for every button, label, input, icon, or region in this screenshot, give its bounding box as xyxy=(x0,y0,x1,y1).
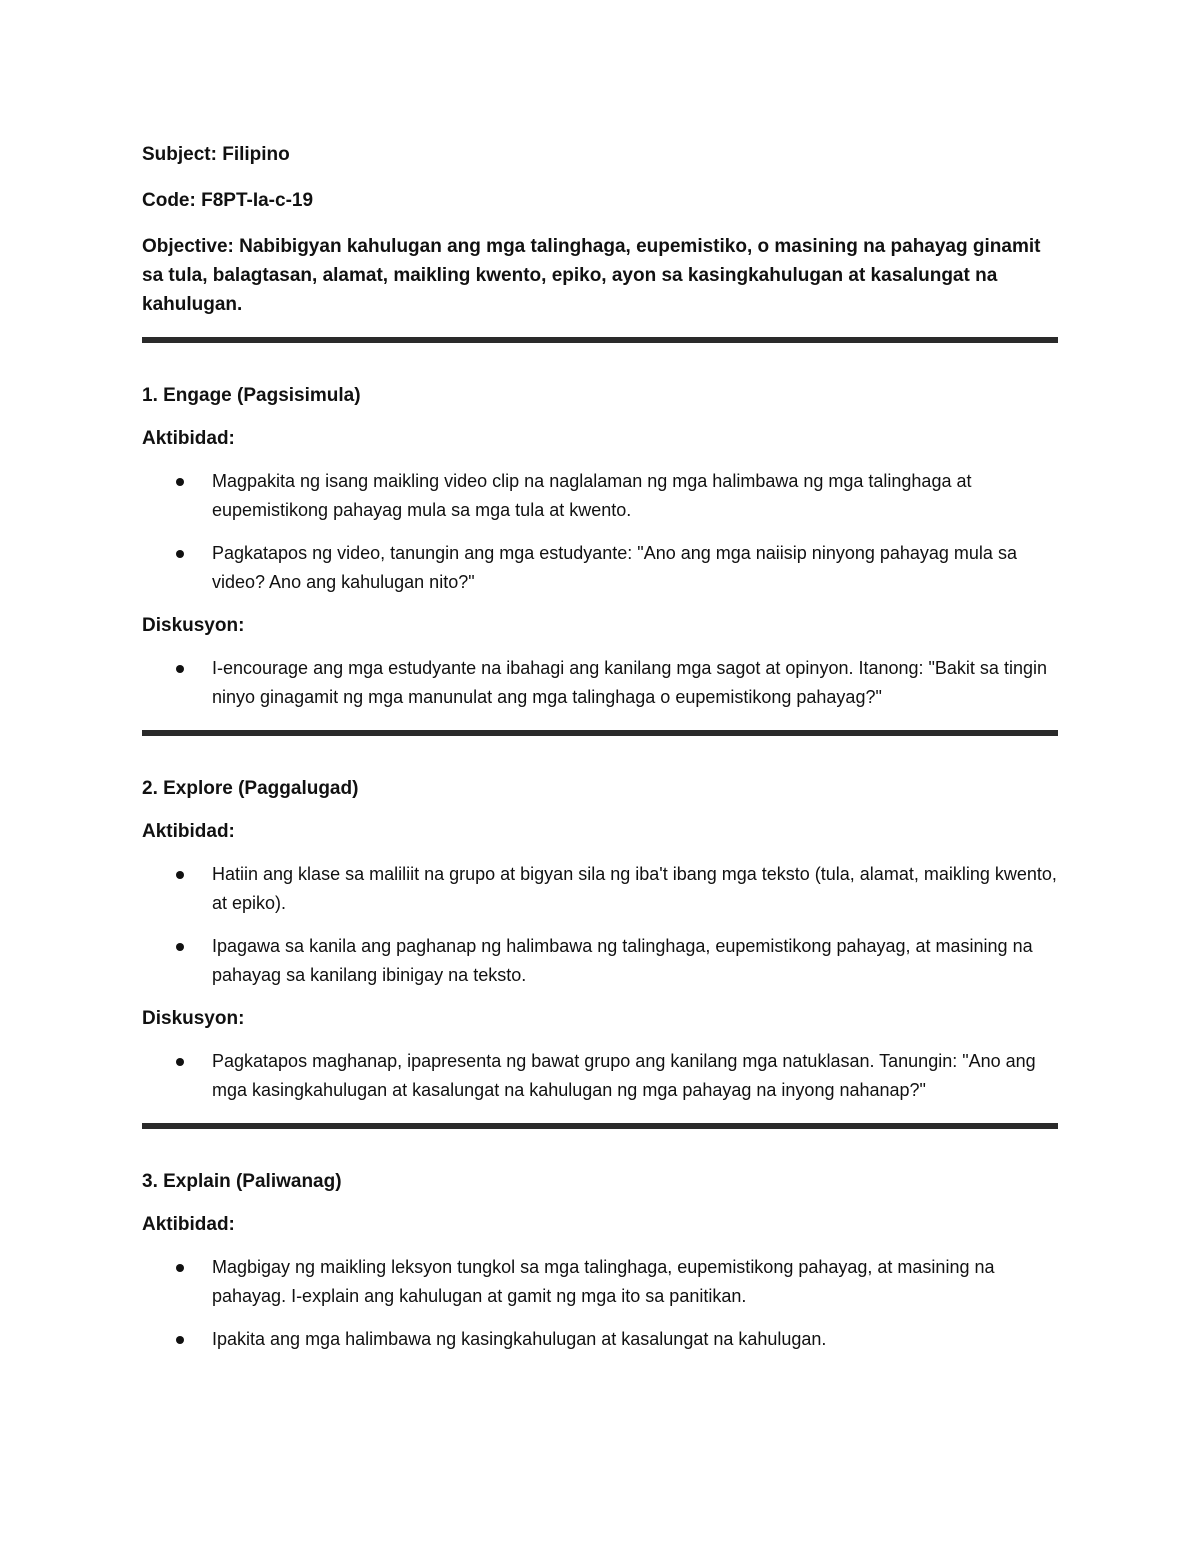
discussion-heading: Diskusyon: xyxy=(142,1008,245,1029)
list-item-text: Hatiin ang klase sa maliliit na grupo at bigyan sila ng iba't ibang mga teksto (tula, alamat, maikling kwento, at epiko). xyxy=(212,864,1057,913)
list-item-text: I-encourage ang mga estudyante na ibahagi ang kanilang mga sagot at opinyon. Itanong: "Bakit sa tingin ninyo ginagamit ng mga manunulat ang mga talinghaga o eupemistikong pahayag?" xyxy=(212,658,1047,707)
activity-list xyxy=(142,1253,1058,1354)
section-divider xyxy=(142,337,1058,343)
bullet-icon xyxy=(176,1336,184,1344)
bullet-icon xyxy=(176,871,184,879)
bullet-icon xyxy=(176,943,184,951)
list-item xyxy=(142,467,1058,525)
list-item xyxy=(142,654,1058,712)
activity-list xyxy=(142,467,1058,597)
bullet-icon xyxy=(176,1058,184,1066)
list-item-text: Magbigay ng maikling leksyon tungkol sa mga talinghaga, eupemistikong pahayag, at masining na pahayag. I-explain ang kahulugan at gamit ng mga ito sa panitikan. xyxy=(212,1257,995,1306)
section-divider xyxy=(142,1123,1058,1129)
discussion-heading: Diskusyon: xyxy=(142,615,245,636)
list-item xyxy=(142,1325,1058,1354)
section-engage xyxy=(142,381,1058,712)
code-line: Code: F8PT-Ia-c-19 xyxy=(142,190,314,211)
bullet-icon xyxy=(176,665,184,673)
activity-heading: Aktibidad: xyxy=(142,428,235,449)
discussion-list xyxy=(142,1047,1058,1105)
section-explain xyxy=(142,1167,1058,1354)
list-item-text: Pagkatapos maghanap, ipapresenta ng bawat grupo ang kanilang mga natuklasan. Tanungin: "Ano ang mga kasingkahulugan at kasalungat na kahulugan ng mga pahayag na inyong nahanap?" xyxy=(212,1051,1036,1100)
list-item xyxy=(142,1253,1058,1311)
list-item xyxy=(142,539,1058,597)
document-page xyxy=(142,140,1058,1354)
list-item xyxy=(142,1047,1058,1105)
section-title: 1. Engage (Pagsisimula) xyxy=(142,385,361,406)
list-item-text: Ipagawa sa kanila ang paghanap ng halimbawa ng talinghaga, eupemistikong pahayag, at masining na pahayag sa kanilang ibinigay na teksto. xyxy=(212,936,1033,985)
list-item xyxy=(142,860,1058,918)
list-item xyxy=(142,932,1058,990)
list-item-text: Magpakita ng isang maikling video clip na naglalaman ng mga halimbawa ng mga talinghaga at eupemistikong pahayag mula sa mga tula at kwento. xyxy=(212,471,972,520)
section-divider xyxy=(142,730,1058,736)
activity-heading: Aktibidad: xyxy=(142,1214,235,1235)
bullet-icon xyxy=(176,1264,184,1272)
activity-list xyxy=(142,860,1058,990)
section-title: 2. Explore (Paggalugad) xyxy=(142,778,359,799)
discussion-list xyxy=(142,654,1058,712)
list-item-text: Pagkatapos ng video, tanungin ang mga estudyante: "Ano ang mga naiisip ninyong pahayag mula sa video? Ano ang kahulugan nito?" xyxy=(212,543,1017,592)
bullet-icon xyxy=(176,550,184,558)
bullet-icon xyxy=(176,478,184,486)
section-title: 3. Explain (Paliwanag) xyxy=(142,1171,342,1192)
subject-line: Subject: Filipino xyxy=(142,144,290,165)
section-explore xyxy=(142,774,1058,1105)
objective-text: Objective: Nabibigyan kahulugan ang mga talinghaga, eupemistiko, o masining na pahayag ginamit sa tula, balagtasan, alamat, maikling kwento, epiko, ayon sa kasingkahulugan at kasalungat na kahulugan. xyxy=(142,236,1041,315)
activity-heading: Aktibidad: xyxy=(142,821,235,842)
list-item-text: Ipakita ang mga halimbawa ng kasingkahulugan at kasalungat na kahulugan. xyxy=(212,1329,827,1349)
